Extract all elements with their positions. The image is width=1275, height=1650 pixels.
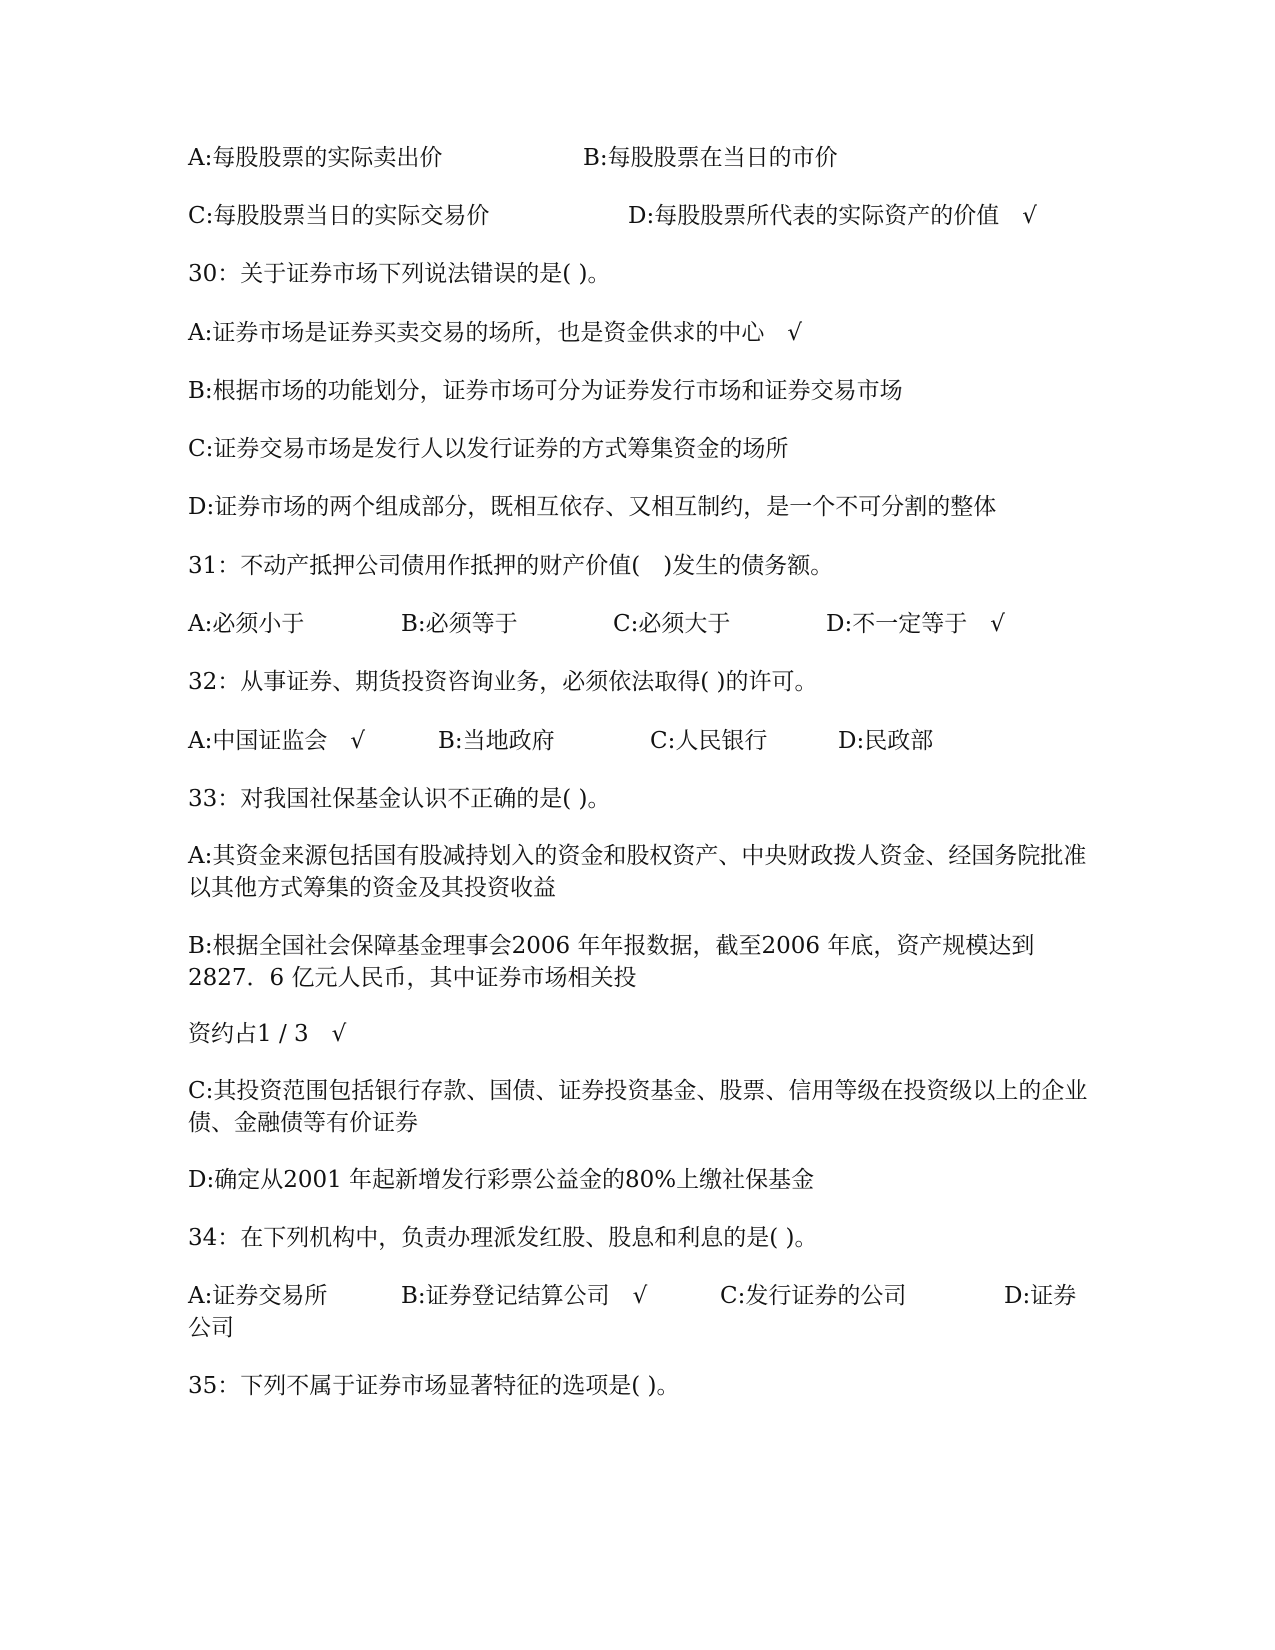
- q30-option-b: B:根据市场的功能划分，证券市场可分为证券发行市场和证券交易市场: [188, 378, 903, 404]
- q30-option-d: D:证券市场的两个组成部分，既相互依存、又相互制约，是一个不可分割的整体: [188, 494, 997, 520]
- q32-option-d: D:民政部: [838, 728, 934, 754]
- q34-option-c: C:发行证券的公司: [720, 1283, 907, 1309]
- q29-option-d: D:每股股票所代表的实际资产的价值 √: [628, 203, 1037, 229]
- q33-question: 33：对我国社保基金认识不正确的是( )。: [188, 786, 611, 812]
- q30-option-a: A:证券市场是证券买卖交易的场所，也是资金供求的中心 √: [188, 320, 803, 346]
- q34-options-block: [188, 1280, 1088, 1344]
- q32-option-b: B:当地政府: [438, 728, 555, 754]
- q33-option-c: C:其投资范围包括银行存款、国债、证券投资基金、股票、信用等级在投资级以上的企业债、金融债等有价证券: [188, 1078, 1088, 1136]
- q34-option-a: A:证券交易所: [188, 1283, 328, 1309]
- q29-option-c: C:每股股票当日的实际交易价: [188, 203, 490, 229]
- q33-option-b: B:根据全国社会保障基金理事会2006 年年报数据，截至2006 年底，资产规模达到2827．6 亿元人民币，其中证券市场相关投: [188, 933, 1035, 991]
- q31-option-c: C:必须大于: [613, 611, 731, 637]
- q29-option-a: A:每股股票的实际卖出价: [188, 145, 443, 171]
- q31-option-b: B:必须等于: [401, 611, 518, 637]
- q34-option-d: [188, 1280, 1088, 1344]
- q35-question: 35：下列不属于证券市场显著特征的选项是( )。: [188, 1373, 680, 1399]
- q31-option-a: A:必须小于: [188, 611, 305, 637]
- q29-option-b: B:每股股票在当日的市价: [583, 145, 838, 171]
- q32-option-c: C:人民银行: [650, 728, 768, 754]
- q31-question: 31：不动产抵押公司债用作抵押的财产价值( )发生的债务额。: [188, 553, 834, 579]
- q32-option-a: A:中国证监会 √: [188, 728, 366, 754]
- q31-option-d: D:不一定等于 √: [826, 611, 1005, 637]
- q34-question: 34：在下列机构中，负责办理派发红股、股息和利息的是( )。: [188, 1225, 818, 1251]
- q30-question: 30：关于证券市场下列说法错误的是( )。: [188, 261, 611, 287]
- q33-option-d: D:确定从2001 年起新增发行彩票公益金的80%上缴社保基金: [188, 1167, 815, 1193]
- q32-question: 32：从事证券、期货投资咨询业务，必须依法取得( )的许可。: [188, 669, 818, 695]
- q34-option-d-text: D:证券公司: [188, 1283, 1077, 1341]
- q34-option-b: B:证券登记结算公司 √: [401, 1283, 648, 1309]
- q33-option-b-continued: 资约占1 / 3 √: [188, 1021, 347, 1047]
- q30-option-c: C:证券交易市场是发行人以发行证券的方式筹集资金的场所: [188, 436, 789, 462]
- q33-option-a: A:其资金来源包括国有股减持划入的资金和股权资产、中央财政拨人资金、经国务院批准以其他方式筹集的资金及其投资收益: [188, 843, 1087, 901]
